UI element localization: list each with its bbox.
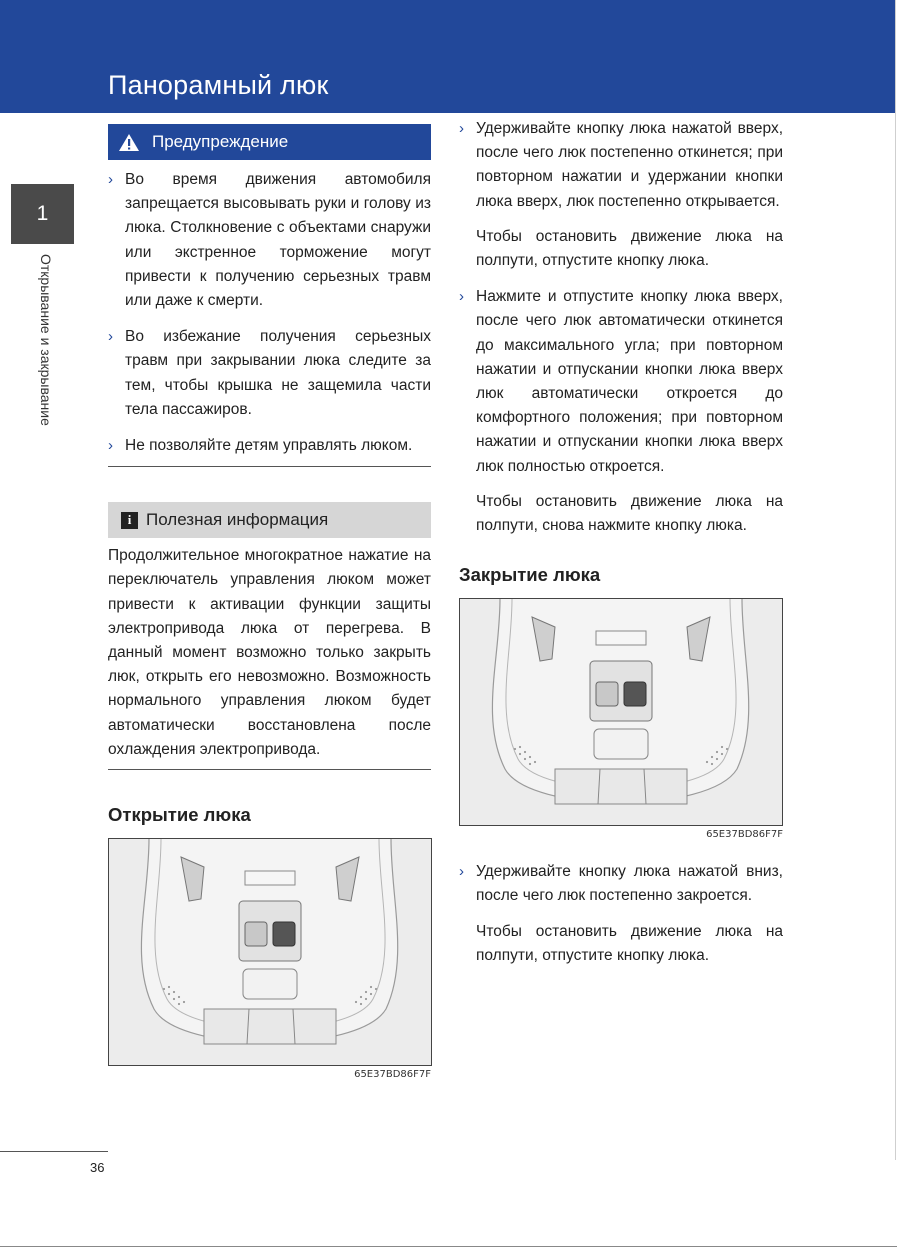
closing-step: › Удерживайте кнопку люка нажатой вниз, после чего люк постепенно закроется. [459,860,783,908]
info-header [108,502,431,538]
opening-note: Чтобы остановить движение люка на полпути, снова нажмите кнопку люка. [476,492,783,535]
chapter-side-label [38,254,58,464]
chevron-right-icon: › [459,863,464,881]
warning-triangle-icon [118,133,140,152]
warning-item: › Во время движения автомобиля запрещается высовывать руки и голову из люка. Столкновение с объектами снаружи или экстренное торможение могут привести к получению серьезных травм или даже к смерти. [108,168,431,313]
closing-heading: Закрытие люка [459,564,601,586]
figure-code: 65E37BD86F7F [354,1069,431,1081]
figure-code: 65E37BD86F7F [706,829,783,841]
info-icon: i [121,512,138,529]
info-text: Продолжительное многократное нажатие на переключатель управления люком может привести к активации функции защиты электропривода люка от перегрева. В данный момент возможно только закрыть люк, открыть его невозможно. Возможность нормального управления люком будет автоматически восстановлена после охлаждения электропривода. [108,547,431,758]
left-column [108,124,431,1080]
console-illustration [109,839,431,1065]
page-number: 36 [90,1160,105,1175]
chevron-right-icon: › [459,120,464,137]
warning-title: Предупреждение [152,132,289,151]
bottom-rule [0,1246,897,1247]
warning-item: › Во избежание получения серьезных травм при закрывании люка следите за тем, чтобы крышка не защемила части тела пассажиров. [108,325,431,422]
page-edge-rule [895,0,896,1160]
chevron-right-icon: › [108,171,113,188]
opening-heading: Открытие люка [108,804,251,826]
footer-rule [0,1151,108,1152]
chevron-right-icon: › [108,437,113,455]
closing-note: Чтобы остановить движение люка на полпути, отпустите кнопку люка. [476,922,783,964]
chapter-name: Открывание и закрывание [38,254,54,426]
console-illustration [460,599,782,825]
opening-figure [108,838,432,1066]
chapter-tab [11,184,74,244]
divider [108,769,431,770]
warning-header [108,124,431,160]
opening-note: Чтобы остановить движение люка на полпути, отпустите кнопку люка. [476,227,783,270]
opening-step: › Удерживайте кнопку люка нажатой вверх, после чего люк постепенно откинется; при повторном нажатии и удержании кнопки люка вверх, люк постепенно открывается. [459,117,783,214]
opening-step: › Нажмите и отпустите кнопку люка вверх, после чего люк автоматически откинется до максимального угла; при повторном нажатии и отпускании кнопки люка вверх люк автоматически откроется до комфортного положения; при повторном нажатии и отпускании кнопки люка вверх люк полностью откроется. [459,285,783,479]
page-header [0,0,895,113]
info-title: Полезная информация [146,510,329,530]
chevron-right-icon: › [459,288,464,306]
chevron-right-icon: › [108,328,113,346]
page-title: Панорамный люк [108,70,329,100]
closing-figure [459,598,783,826]
warning-item: › Не позволяйте детям управлять люком. [108,434,431,458]
right-column [459,117,783,968]
divider [108,466,431,467]
chapter-number: 1 [36,202,49,225]
